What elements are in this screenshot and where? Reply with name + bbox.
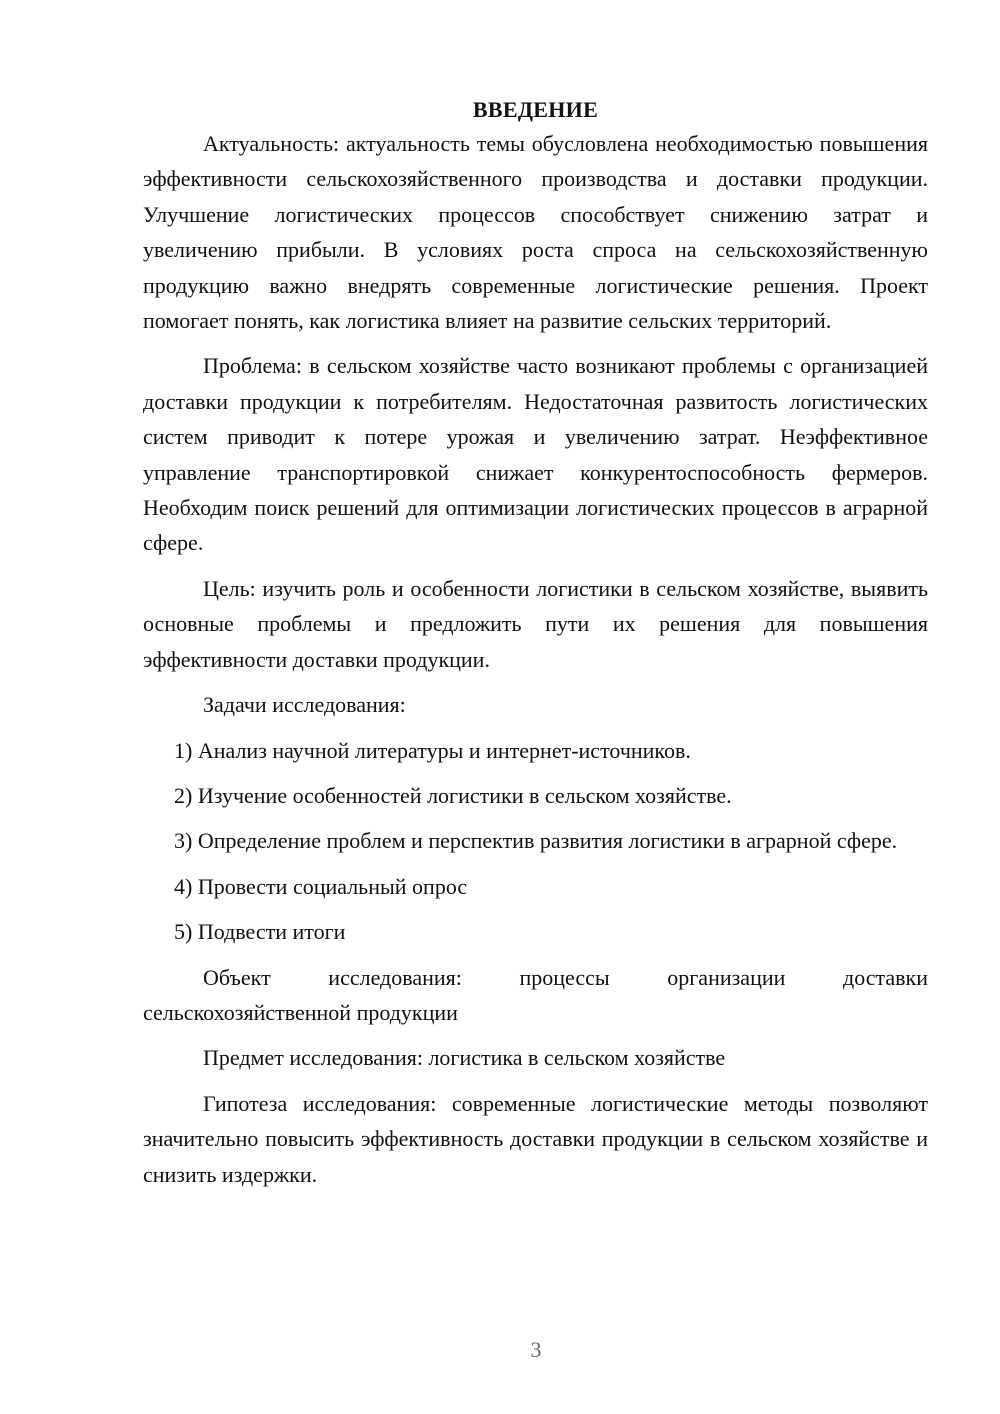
task-item-2: 2) Изучение особенностей логистики в сельском хозяйстве. [174,782,732,808]
tasks-heading: Задачи исследования: [203,692,406,718]
page-number: 3 [530,1337,542,1362]
page-title: ВВЕДЕНИЕ [472,97,599,122]
task-item-1: 1) Анализ научной литературы и интернет-источников. [174,737,691,763]
task-item-4: 4) Провести социальный опрос [174,873,468,899]
object-paragraph: Объект исследования: процессы организации доставки сельскохозяйственной продукции [143,964,928,1025]
task-item-5: 5) Подвести итоги [174,919,346,945]
goal-paragraph: Цель: изучить роль и особенности логистики в сельском хозяйстве, выявить основные проблемы и предложить пути их решения для повышения эффективности доставки продукции. [143,575,928,672]
hypothesis-paragraph: Гипотеза исследования: современные логистические методы позволяют значительно повысить эффективность доставки продукции в сельском хозяйстве и снизить издержки. [143,1090,928,1187]
task-item-3: 3) Определение проблем и перспектив развития логистики в аграрной сфере. [174,828,898,854]
problem-paragraph: Проблема: в сельском хозяйстве часто возникают проблемы с организацией доставки продукции к потребителям. Недостаточная развитость логистических систем приводит к потере урожая и увеличению затрат. Неэффективное управление транспортировкой снижает конкурентоспособность фермеров. Необходим поиск решений для оптимизации логистических процессов в аграрной сфере. [143,353,928,556]
subject-paragraph: Предмет исследования: логистика в сельском хозяйстве [203,1045,726,1071]
document-page [143,94,928,1192]
relevance-paragraph: Актуальность: актуальность темы обусловлена необходимостью повышения эффективности сельскохозяйственного производства и доставки продукции. Улучшение логистических процессов способствует снижению затрат и увеличению прибыли. В условиях роста спроса на сельскохозяйственную продукцию важно внедрять современные логистические решения. Проект помогает понять, как логистика влияет на развитие сельских территорий. [143,131,928,334]
